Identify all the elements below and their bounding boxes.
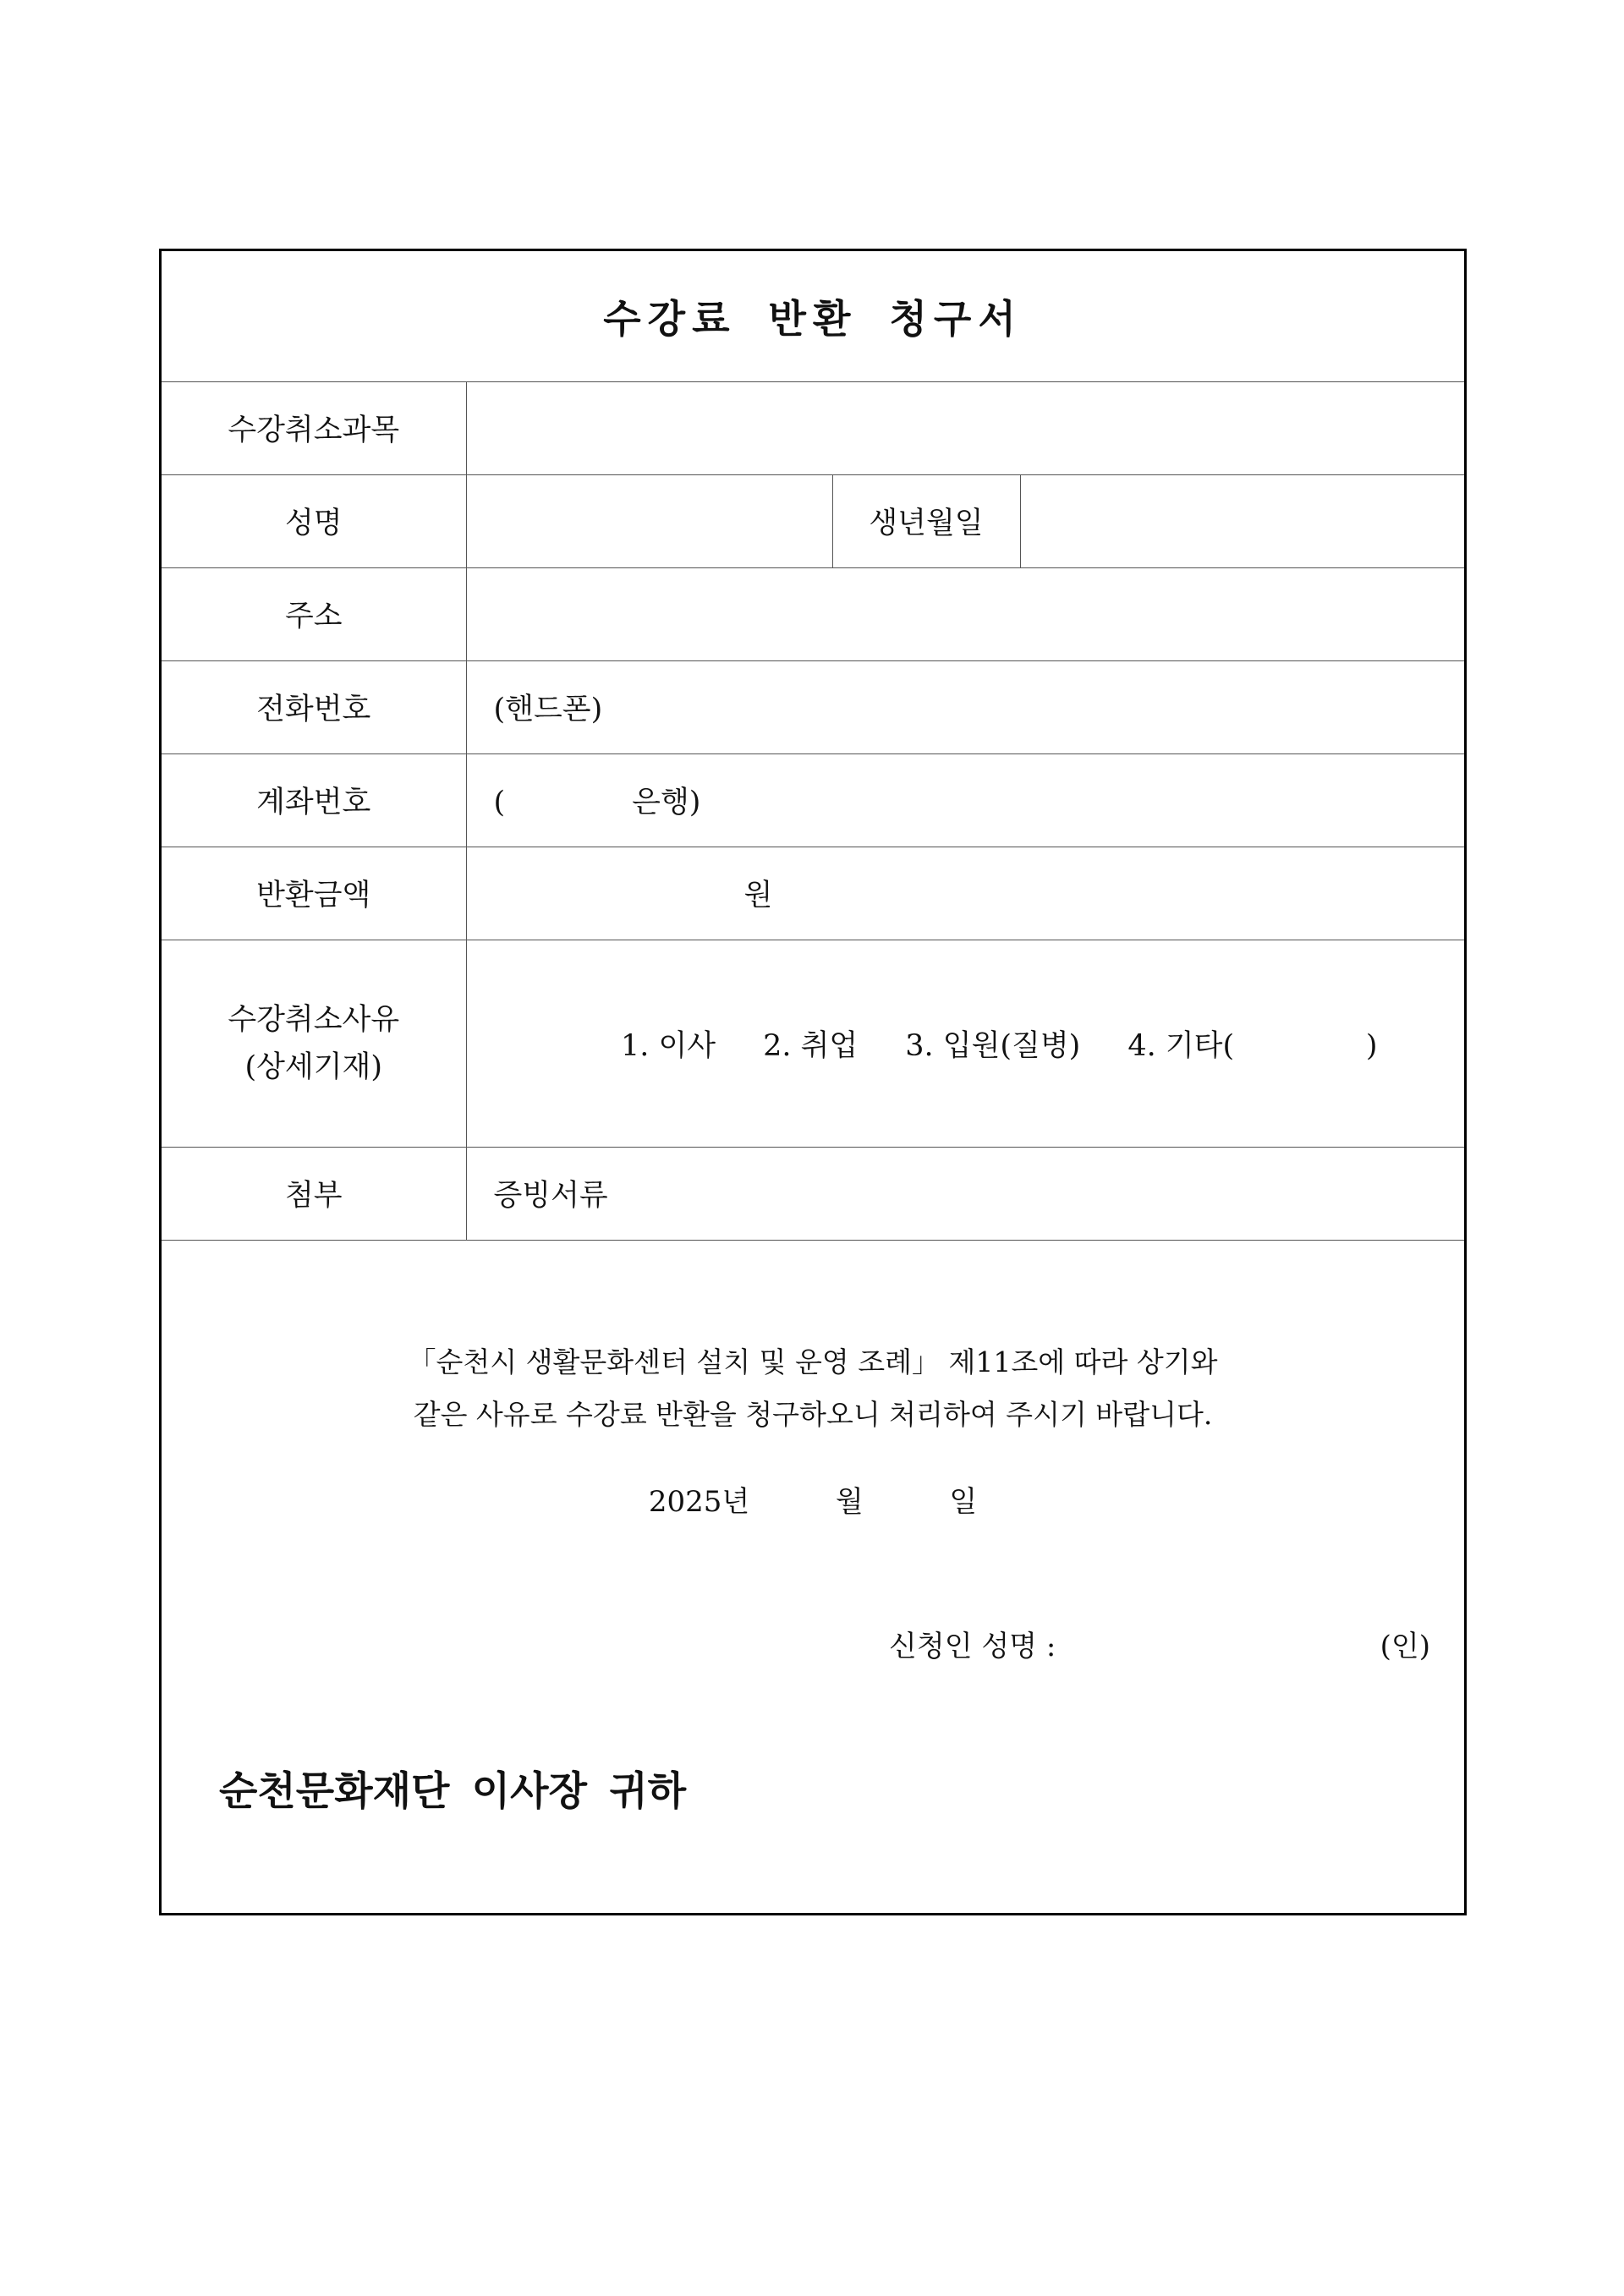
statement-line2: 같은 사유로 수강료 반환을 청구하오니 처리하여 주시기 바랍니다. bbox=[413, 1398, 1213, 1431]
form-table bbox=[162, 381, 1464, 1241]
address-label: 주소 bbox=[162, 567, 466, 660]
reason-option-employment[interactable]: 2. 취업 bbox=[763, 1028, 859, 1063]
reason-option-other[interactable]: 4. 기타( ) bbox=[1127, 1028, 1378, 1063]
date-day[interactable]: 일 bbox=[949, 1485, 978, 1519]
statement-text bbox=[162, 1336, 1464, 1441]
account-label: 계좌번호 bbox=[162, 753, 466, 847]
account-bank-suffix: 은행) bbox=[632, 786, 701, 819]
row-address bbox=[162, 567, 1464, 660]
birth-field[interactable] bbox=[1020, 474, 1464, 567]
signature-line bbox=[889, 1623, 1430, 1664]
date-year[interactable]: 2025년 bbox=[648, 1485, 750, 1519]
signature-seal[interactable]: (인) bbox=[1380, 1630, 1430, 1663]
reason-label-line2: (상세기재) bbox=[244, 1049, 383, 1084]
row-attachment bbox=[162, 1147, 1464, 1240]
course-field[interactable] bbox=[466, 381, 1464, 474]
amount-unit: 원 bbox=[743, 879, 773, 912]
attachment-label: 첨부 bbox=[162, 1147, 466, 1240]
row-reason bbox=[162, 940, 1464, 1147]
recipient: 순천문화재단 이사장 귀하 bbox=[219, 1768, 687, 1815]
reason-option-hospitalization[interactable]: 3. 입원(질병) bbox=[905, 1028, 1081, 1063]
amount-label: 반환금액 bbox=[162, 847, 466, 940]
statement-line1: 「순천시 생활문화센터 설치 및 운영 조례」 제11조에 따라 상기와 bbox=[408, 1345, 1218, 1378]
row-phone bbox=[162, 660, 1464, 753]
attachment-field[interactable]: 증빙서류 bbox=[466, 1147, 1464, 1240]
reason-label-line1: 수강취소사유 bbox=[228, 1002, 400, 1037]
birth-label: 생년월일 bbox=[832, 474, 1020, 567]
name-field[interactable] bbox=[466, 474, 832, 567]
account-open-paren: ( bbox=[493, 786, 506, 819]
course-label: 수강취소과목 bbox=[162, 381, 466, 474]
title-row bbox=[162, 251, 1464, 382]
reason-options bbox=[466, 940, 1464, 1147]
refund-request-form bbox=[159, 249, 1467, 1915]
row-account bbox=[162, 753, 1464, 847]
phone-field[interactable]: (핸드폰) bbox=[466, 660, 1464, 753]
amount-field[interactable] bbox=[466, 847, 1464, 940]
row-name bbox=[162, 474, 1464, 567]
address-field[interactable] bbox=[466, 567, 1464, 660]
account-field[interactable] bbox=[466, 753, 1464, 847]
date-month[interactable]: 월 bbox=[835, 1485, 864, 1519]
row-amount bbox=[162, 847, 1464, 940]
phone-label: 전화번호 bbox=[162, 660, 466, 753]
form-title: 수강료 반환 청구서 bbox=[603, 296, 1023, 342]
reason-option-moving[interactable]: 1. 이사 bbox=[620, 1028, 716, 1063]
date-line bbox=[162, 1478, 1464, 1520]
row-course bbox=[162, 381, 1464, 474]
name-label: 성명 bbox=[162, 474, 466, 567]
signature-label: 신청인 성명 : bbox=[889, 1630, 1056, 1663]
reason-label bbox=[162, 940, 466, 1147]
